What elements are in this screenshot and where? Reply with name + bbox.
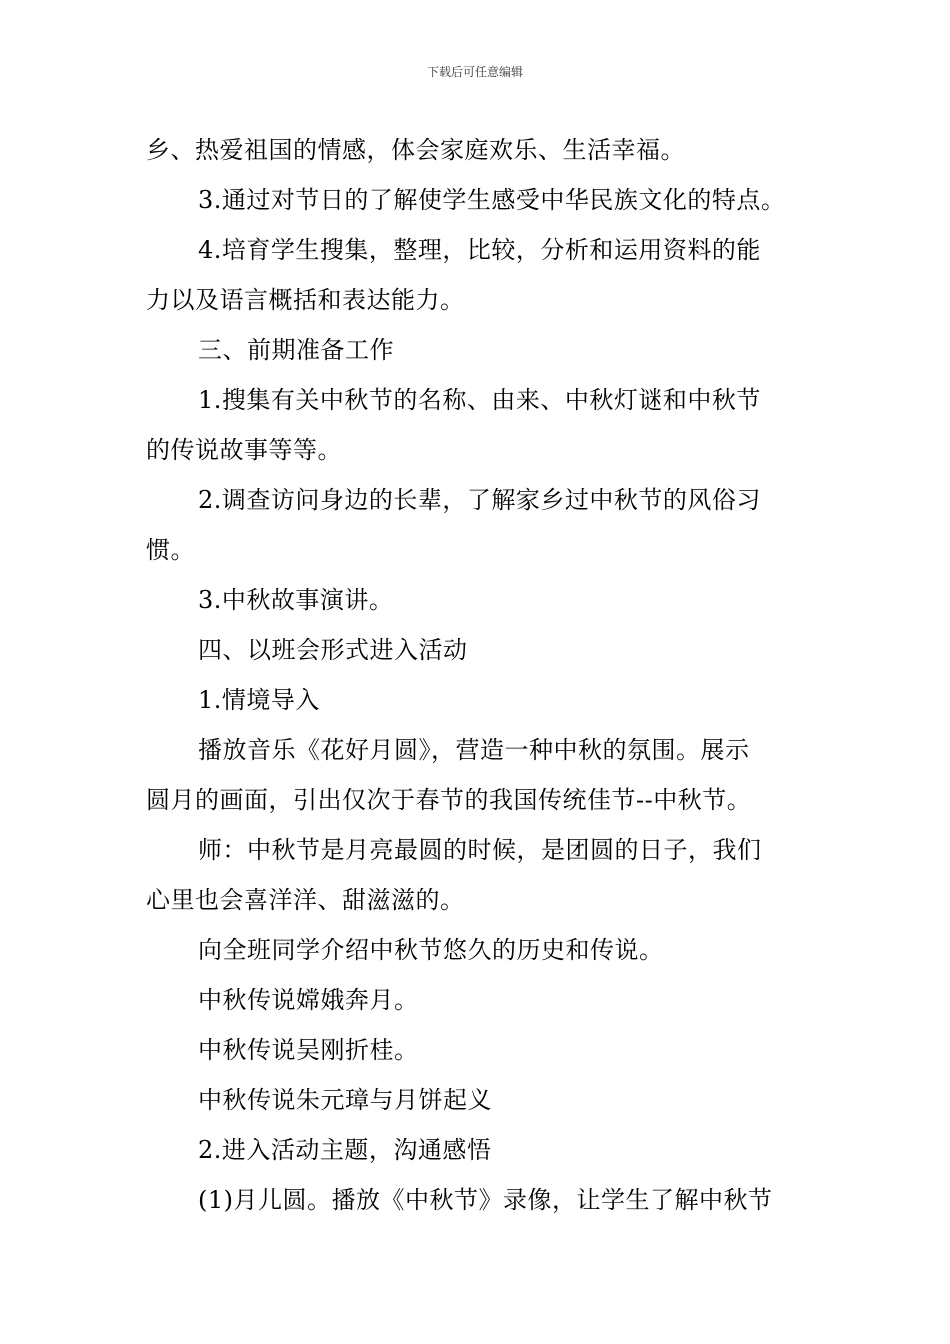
text-line: 向全班同学介绍中秋节悠久的历史和传说。 (198, 936, 664, 964)
text-line: 3.通过对节日的了解使学生感受中华民族文化的特点。 (198, 186, 786, 214)
text-line: 3.中秋故事演讲。 (198, 586, 394, 614)
text-line: 的传说故事等等。 (146, 436, 342, 464)
text-line: 4.培育学生搜集，整理，比较，分析和运用资料的能 (198, 236, 761, 264)
text-line: 中秋传说嫦娥奔月。 (198, 986, 419, 1014)
document-body (146, 125, 808, 1225)
page-header-note: 下载后可任意编辑 (426, 65, 523, 79)
text-line: 乡、热爱祖国的情感，体会家庭欢乐、生活幸福。 (146, 136, 685, 164)
text-line: 播放音乐《花好月圆》，营造一种中秋的氛围。展示 (198, 736, 750, 764)
text-line: 1.搜集有关中秋节的名称、由来、中秋灯谜和中秋节 (198, 386, 761, 414)
text-line: 中秋传说朱元璋与月饼起义 (198, 1086, 492, 1114)
text-line: 心里也会喜洋洋、甜滋滋的。 (146, 886, 465, 914)
text-line: 师：中秋节是月亮最圆的时候，是团圆的日子，我们 (198, 836, 762, 864)
text-line: 力以及语言概括和表达能力。 (146, 286, 465, 314)
text-line: (1)月儿圆。播放《中秋节》录像，让学生了解中秋节 (198, 1186, 773, 1214)
text-line: 惯。 (146, 536, 195, 564)
section-heading: 四、以班会形式进入活动 (198, 636, 468, 664)
section-heading: 三、前期准备工作 (198, 336, 394, 364)
text-line: 圆月的画面，引出仅次于春节的我国传统佳节--中秋节。 (146, 786, 752, 814)
text-line: 中秋传说吴刚折桂。 (198, 1036, 419, 1064)
text-line: 2.进入活动主题，沟通感悟 (198, 1136, 492, 1164)
text-line: 2.调查访问身边的长辈，了解家乡过中秋节的风俗习 (198, 486, 761, 514)
text-line: 1.情境导入 (198, 686, 320, 714)
